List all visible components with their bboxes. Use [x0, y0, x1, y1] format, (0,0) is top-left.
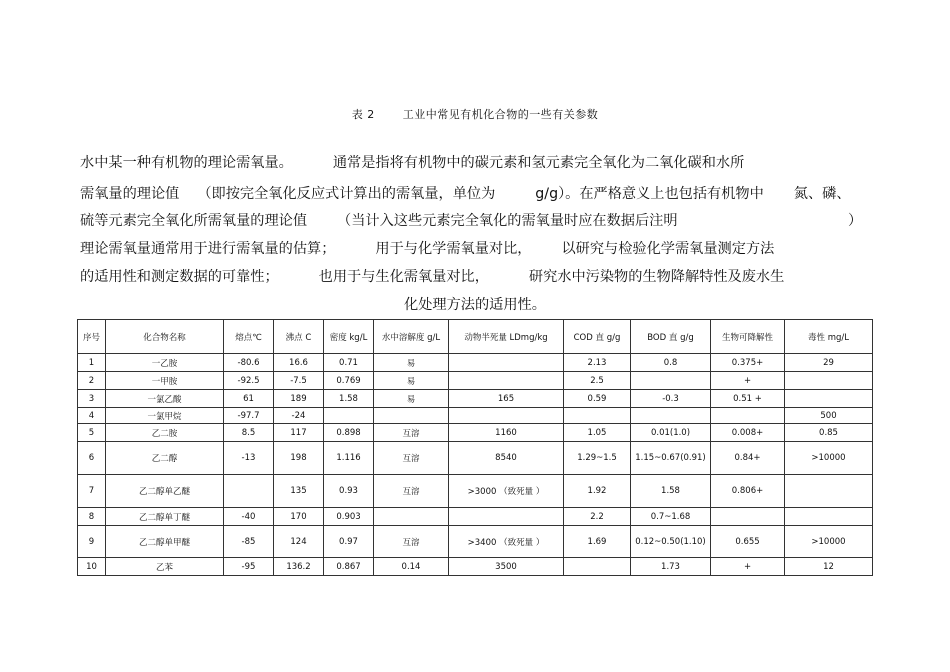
table-cell: 12: [785, 558, 873, 576]
table-cell: 2.13: [564, 354, 631, 372]
table-cell: 1.116: [324, 442, 374, 475]
table-cell: 1.15~0.67(0.91): [631, 442, 711, 475]
header-cell: 熔点℃: [224, 320, 274, 354]
table-cell: +: [711, 372, 785, 390]
table-cell: 互溶: [374, 442, 449, 475]
parameter-table: [77, 319, 873, 576]
table-cell: 互溶: [374, 475, 449, 508]
table-cell: 8.5: [224, 424, 274, 442]
table-row: [78, 354, 873, 372]
table-cell: 1.73: [631, 558, 711, 576]
paragraph-line-1: [80, 154, 880, 172]
table-cell: 4: [78, 408, 106, 424]
table-cell: 9: [78, 526, 106, 558]
table-header-row: [78, 320, 873, 354]
table-cell: 易: [374, 390, 449, 408]
table-cell: 5: [78, 424, 106, 442]
paragraph-text: 以研究与检验化学需氧量测定方法: [561, 241, 775, 257]
table-cell: 0.8: [631, 354, 711, 372]
table-cell: -95: [224, 558, 274, 576]
table-row: [78, 442, 873, 475]
table-cell: 0.12~0.50(1.10): [631, 526, 711, 558]
table-cell: [564, 558, 631, 576]
table-cell: -92.5: [224, 372, 274, 390]
table-cell: 0.7~1.68: [631, 508, 711, 526]
table-row: [78, 475, 873, 508]
table-cell: 乙二醇单甲醚: [106, 526, 224, 558]
table-row: [78, 424, 873, 442]
table-cell: 互溶: [374, 526, 449, 558]
table-cell: 124: [274, 526, 324, 558]
table-cell: -85: [224, 526, 274, 558]
table-cell: 0.008+: [711, 424, 785, 442]
paragraph-text: 用于与化学需氧量对比，: [375, 241, 532, 257]
table-cell: [449, 372, 564, 390]
table-cell: [631, 408, 711, 424]
table-cell: 170: [274, 508, 324, 526]
header-cell: 水中溶解度 g/L: [374, 320, 449, 354]
table-cell: 一甲胺: [106, 372, 224, 390]
paragraph-text: 研究水中污染物的生物降解特性及废水生: [528, 269, 785, 285]
table-cell: 16.6: [274, 354, 324, 372]
table-cell: 乙二醇单丁醚: [106, 508, 224, 526]
table-cell: 1.69: [564, 526, 631, 558]
table-cell: +: [711, 558, 785, 576]
table-row: [78, 558, 873, 576]
table-cell: 0.867: [324, 558, 374, 576]
table-row: [78, 390, 873, 408]
table-cell: 8540: [449, 442, 564, 475]
header-cell: 毒性 mg/L: [785, 320, 873, 354]
table-cell: -97.7: [224, 408, 274, 424]
paragraph-line-4: [80, 240, 880, 258]
paragraph-line-3: [80, 212, 880, 230]
paragraph-text: 水中某一种有机物的理论需氧量。: [80, 155, 293, 171]
paragraph-text: g/g）。在严格意义上也包括有机物中: [535, 186, 764, 202]
table-cell: [224, 475, 274, 508]
table-cell: [374, 408, 449, 424]
table-cell: >3400 （致死量 ）: [449, 526, 564, 558]
table-cell: 一氯乙酸: [106, 390, 224, 408]
table-cell: 189: [274, 390, 324, 408]
table-cell: 易: [374, 372, 449, 390]
table-cell: 0.01(1.0): [631, 424, 711, 442]
header-cell: BOD 直 g/g: [631, 320, 711, 354]
table-row: [78, 408, 873, 424]
table-cell: 0.14: [374, 558, 449, 576]
header-cell: 序号: [78, 320, 106, 354]
table-cell: [374, 508, 449, 526]
paragraph-text: 需氧量的理论值: [80, 186, 180, 202]
table-cell: 一氯甲烷: [106, 408, 224, 424]
table-cell: 165: [449, 390, 564, 408]
table-row: [78, 508, 873, 526]
table-cell: 0.84+: [711, 442, 785, 475]
table-cell: 3: [78, 390, 106, 408]
caption-title: 工业中常见有机化合物的一些有关参数: [402, 108, 599, 121]
table-cell: [785, 508, 873, 526]
table-cell: 500: [785, 408, 873, 424]
table-cell: -40: [224, 508, 274, 526]
table-cell: 乙二醇: [106, 442, 224, 475]
table-caption: [0, 106, 950, 122]
table-cell: 0.769: [324, 372, 374, 390]
table-cell: 0.85: [785, 424, 873, 442]
table-cell: 2: [78, 372, 106, 390]
table-cell: 1.29~1.5: [564, 442, 631, 475]
header-cell: COD 直 g/g: [564, 320, 631, 354]
table-cell: 61: [224, 390, 274, 408]
table-cell: 互溶: [374, 424, 449, 442]
table-cell: 1.05: [564, 424, 631, 442]
table-cell: -13: [224, 442, 274, 475]
table-cell: >10000: [785, 526, 873, 558]
header-cell: 生物可降解性: [711, 320, 785, 354]
table-cell: [785, 390, 873, 408]
table-cell: 3500: [449, 558, 564, 576]
table-cell: 0.903: [324, 508, 374, 526]
paragraph-text: 的适用性和测定数据的可靠性；: [80, 269, 279, 285]
table-cell: 2.2: [564, 508, 631, 526]
table-cell: 198: [274, 442, 324, 475]
table-cell: 1.58: [631, 475, 711, 508]
table-cell: 1.58: [324, 390, 374, 408]
paragraph-text: 硫等元素完全氧化所需氧量的理论值: [80, 213, 308, 229]
table-cell: 0.59: [564, 390, 631, 408]
table-cell: >10000: [785, 442, 873, 475]
table-cell: 1: [78, 354, 106, 372]
table-cell: [564, 408, 631, 424]
table-cell: 135: [274, 475, 324, 508]
table-cell: 7: [78, 475, 106, 508]
table-cell: [785, 475, 873, 508]
paragraph-text: （当计入这些元素完全氧化的需氧量时应在数据后注明: [337, 213, 678, 229]
paragraph-line-2: [80, 185, 880, 203]
caption-label: 表 2: [351, 108, 375, 121]
table-cell: 6: [78, 442, 106, 475]
paragraph-text: （即按完全氧化反应式计算出的需氧量，单位为: [197, 186, 496, 202]
header-cell: 密度 kg/L: [324, 320, 374, 354]
table-cell: 117: [274, 424, 324, 442]
table-cell: 0.655: [711, 526, 785, 558]
paragraph-text: 通常是指将有机物中的碳元素和氢元素完全氧化为二氧化碳和水所: [332, 155, 745, 171]
header-cell: 化合物名称: [106, 320, 224, 354]
table-cell: 乙苯: [106, 558, 224, 576]
paragraph-text: ）: [848, 213, 863, 229]
paragraph-line-6: [0, 296, 950, 314]
table-cell: [449, 354, 564, 372]
table-cell: 8: [78, 508, 106, 526]
table-cell: 0.806+: [711, 475, 785, 508]
table-cell: 1160: [449, 424, 564, 442]
table-cell: 易: [374, 354, 449, 372]
paragraph-text: 理论需氧量通常用于进行需氧量的估算；: [80, 241, 336, 257]
header-cell: 沸点 C: [274, 320, 324, 354]
table-cell: 0.898: [324, 424, 374, 442]
table-row: [78, 526, 873, 558]
header-cell: 动物半死量 LDmg/kg: [449, 320, 564, 354]
table-cell: 0.97: [324, 526, 374, 558]
table-row: [78, 372, 873, 390]
table-cell: [449, 408, 564, 424]
table-cell: 一乙胺: [106, 354, 224, 372]
table-cell: 136.2: [274, 558, 324, 576]
table-cell: [449, 508, 564, 526]
paragraph-text: 氮、磷、: [793, 186, 851, 202]
paragraph-text: 化处理方法的适用性。: [404, 297, 546, 313]
table-cell: [324, 408, 374, 424]
table-cell: -0.3: [631, 390, 711, 408]
table-cell: [711, 508, 785, 526]
table-cell: 10: [78, 558, 106, 576]
table-cell: [785, 372, 873, 390]
table-cell: -7.5: [274, 372, 324, 390]
table-cell: >3000 （致死量 ）: [449, 475, 564, 508]
paragraph-text: 也用于与生化需氧量对比，: [318, 269, 489, 285]
table-cell: [711, 408, 785, 424]
table-cell: 0.51 +: [711, 390, 785, 408]
table-cell: 0.375+: [711, 354, 785, 372]
paragraph-line-5: [80, 268, 880, 286]
table-cell: 乙二醇单乙醚: [106, 475, 224, 508]
table-cell: 0.93: [324, 475, 374, 508]
table-cell: 1.92: [564, 475, 631, 508]
table-cell: 29: [785, 354, 873, 372]
table-cell: -80.6: [224, 354, 274, 372]
table-cell: 乙二胺: [106, 424, 224, 442]
table-cell: 2.5: [564, 372, 631, 390]
table-cell: 0.71: [324, 354, 374, 372]
table-cell: [631, 372, 711, 390]
table-cell: -24: [274, 408, 324, 424]
